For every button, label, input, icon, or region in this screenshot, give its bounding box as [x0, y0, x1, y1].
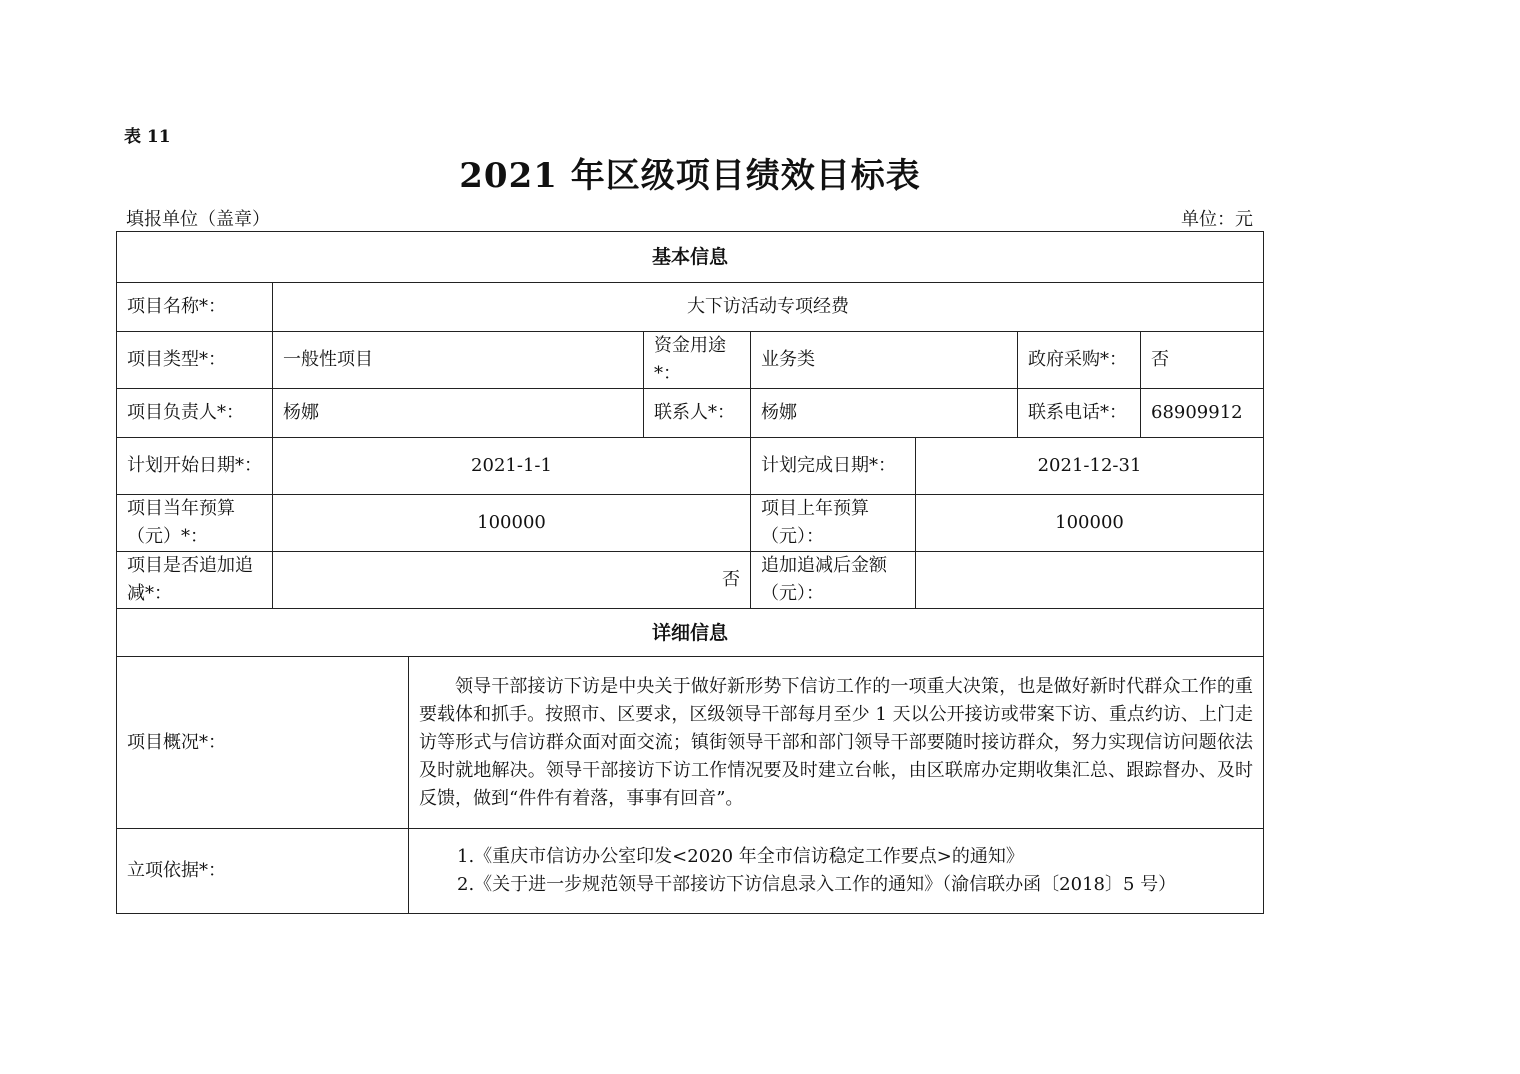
basic-info-header-row — [117, 232, 1264, 283]
project-name-value: 大下访活动专项经费 — [273, 283, 1264, 332]
currency-unit-label: 单位：元 — [1181, 209, 1253, 230]
last-year-budget-value: 100000 — [916, 495, 1264, 552]
contact-phone-label: 联系电话*： — [1018, 389, 1141, 438]
page-title: 2021 年区级项目绩效目标表 — [459, 156, 921, 196]
project-overview-label: 项目概况*： — [117, 657, 409, 829]
adjusted-amount-label: 追加追减后金额（元）： — [751, 552, 916, 609]
project-name-row — [117, 283, 1264, 332]
plan-dates-row — [117, 438, 1264, 495]
gov-purchase-value: 否 — [1141, 332, 1264, 389]
plan-start-value: 2021-1-1 — [273, 438, 751, 495]
project-owner-value: 杨娜 — [273, 389, 644, 438]
plan-start-label: 计划开始日期*： — [117, 438, 273, 495]
project-overview-row — [117, 657, 1264, 829]
basis-item: 1.《重庆市信访办公室印发<2020 年全市信访稳定工作要点>的通知》 — [457, 846, 1024, 867]
table-number: 表 11 — [124, 127, 171, 147]
budget-adjust-label: 项目是否追加追减*： — [117, 552, 273, 609]
project-owner-label: 项目负责人*： — [117, 389, 273, 438]
budget-adjust-value: 否 — [273, 552, 751, 609]
basis-item: 2.《关于进一步规范领导干部接访下访信息录入工作的通知》（渝信联办函〔2018〕5 号） — [457, 874, 1177, 895]
project-overview-text: 领导干部接访下访是中央关于做好新形势下信访工作的一项重大决策，也是做好新时代群众工作的重要载体和抓手。按照市、区要求，区级领导干部每月至少 1 天以公开接访或带案下访、重点约访、上门走访等形式与信访群众面对面交流；镇街领导干部和部门领导干部要随时接访群众，努力实现信访问题依法及时就地解决。领导干部接访下访工作情况要及时建立台帐，由区联席办定期收集汇总、跟踪督办、及时反馈，做到“件件有着落，事事有回音”。 — [409, 657, 1264, 829]
project-name-label: 项目名称*： — [117, 283, 273, 332]
plan-end-value: 2021-12-31 — [916, 438, 1264, 495]
project-type-row — [117, 332, 1264, 389]
contact-phone-value: 68909912 — [1141, 389, 1264, 438]
fund-use-label: 资金用途*： — [644, 332, 751, 389]
current-budget-value: 100000 — [273, 495, 751, 552]
contact-person-value: 杨娜 — [751, 389, 1018, 438]
fund-use-value: 业务类 — [751, 332, 1018, 389]
project-type-label: 项目类型*： — [117, 332, 273, 389]
gov-purchase-label: 政府采购*： — [1018, 332, 1141, 389]
project-owner-row — [117, 389, 1264, 438]
plan-end-label: 计划完成日期*： — [751, 438, 916, 495]
budget-adjust-row — [117, 552, 1264, 609]
project-type-value: 一般性项目 — [273, 332, 644, 389]
detail-info-section-title: 详细信息 — [117, 609, 1264, 657]
basic-info-section-title: 基本信息 — [117, 232, 1264, 283]
project-basis-list — [409, 829, 1264, 914]
fill-unit-label: 填报单位（盖章） — [126, 209, 270, 230]
detail-info-header-row — [117, 609, 1264, 657]
current-budget-label: 项目当年预算（元）*： — [117, 495, 273, 552]
budget-row — [117, 495, 1264, 552]
performance-target-table — [116, 231, 1264, 914]
adjusted-amount-value — [916, 552, 1264, 609]
last-year-budget-label: 项目上年预算（元）： — [751, 495, 916, 552]
contact-person-label: 联系人*： — [644, 389, 751, 438]
project-basis-row — [117, 829, 1264, 914]
project-basis-label: 立项依据*： — [117, 829, 409, 914]
